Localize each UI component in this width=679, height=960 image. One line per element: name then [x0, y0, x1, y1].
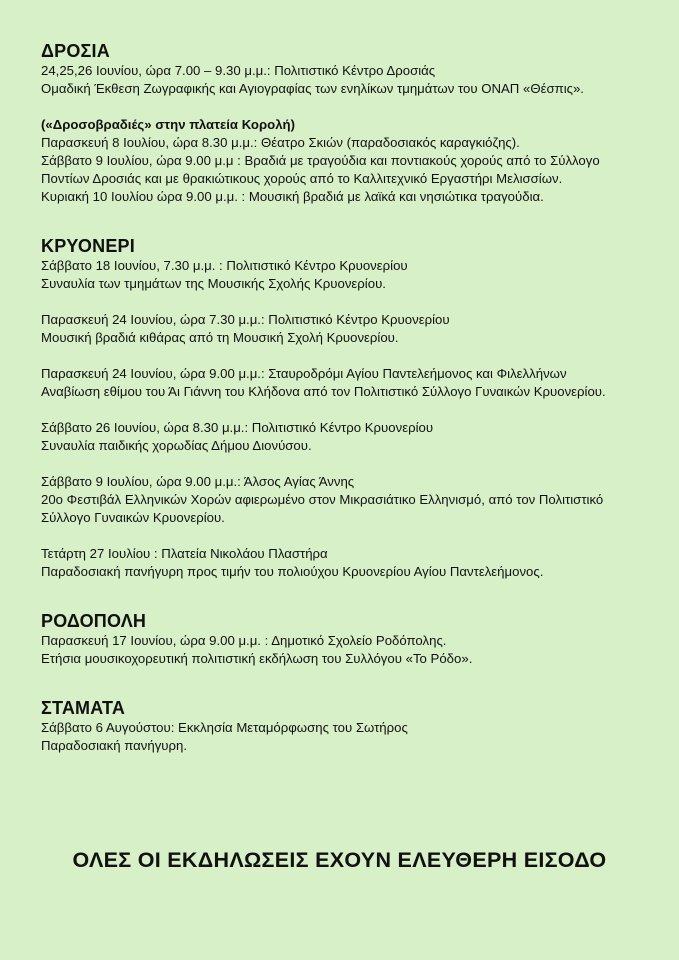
- event-block: [41, 719, 649, 755]
- event-line: Παρασκευή 17 Ιουνίου, ώρα 9.00 μ.μ. : Δημοτικό Σχολείο Ροδόπολης.: [41, 633, 447, 648]
- event-block: [41, 632, 649, 668]
- section-drosia: [41, 40, 649, 206]
- event-line: Σάββατο 26 Ιουνίου, ώρα 8.30 μ.μ.: Πολιτιστικό Κέντρο Κρυονερίου: [41, 420, 434, 435]
- event-line: Σάββατο 6 Αυγούστου: Εκκλησία Μεταμόρφωσης του Σωτήρος: [41, 720, 408, 735]
- section-title: ΚΡΥΟΝΕΡΙ: [41, 236, 135, 256]
- event-block: [41, 473, 649, 527]
- event-line: Παραδοσιακή πανήγυρη προς τιμήν του πολιούχου Κρυονερίου Αγίου Παντελεήμονος.: [41, 564, 544, 579]
- event-line: Παραδοσιακή πανήγυρη.: [41, 738, 188, 753]
- event-block: [41, 545, 649, 581]
- event-block: [41, 62, 649, 98]
- event-line: Αναβίωση εθίμου του Άι Γιάννη του Κλήδονα από τον Πολιτιστικό Σύλλογο Γυναικών Κρυονερίου.: [41, 384, 606, 399]
- section-kryoneri: [41, 235, 649, 581]
- event-block: [41, 257, 649, 293]
- event-line: Παρασκευή 24 Ιουνίου, ώρα 9.00 μ.μ.: Σταυροδρόμι Αγίου Παντελεήμονος και Φιλελλήνων: [41, 366, 567, 381]
- event-line: Ποντίων Δροσιάς και με θρακιώτικους χορούς από το Καλλιτεχνικό Εργαστήρι Μελισσίων.: [41, 171, 563, 186]
- event-line: Συναυλία των τμημάτων της Μουσικής Σχολής Κρυονερίου.: [41, 276, 386, 291]
- section-stamata: [41, 697, 649, 755]
- event-line: Κυριακή 10 Ιουλίου ώρα 9.00 μ.μ. : Μουσική βραδιά με λαϊκά και νησιώτικα τραγούδια.: [41, 189, 544, 204]
- event-block: [41, 311, 649, 347]
- event-subheading: («Δροσοβραδιές» στην πλατεία Κορολή): [41, 117, 295, 132]
- event-line: Σάββατο 18 Ιουνίου, 7.30 μ.μ. : Πολιτιστικό Κέντρο Κρυονερίου: [41, 258, 408, 273]
- event-line: Σάββατο 9 Ιουλίου, ώρα 9.00 μ.μ : Βραδιά με τραγούδια και ποντιακούς χορούς από το Σύλλογο: [41, 153, 600, 168]
- event-line: Ομαδική Έκθεση Ζωγραφικής και Αγιογραφίας των ενηλίκων τμημάτων του ΟΝΑΠ «Θέσπις».: [41, 81, 584, 96]
- event-block: [41, 116, 649, 206]
- event-line: Σάββατο 9 Ιουλίου, ώρα 9.00 μ.μ.: Άλσος Αγίας Άννης: [41, 474, 355, 489]
- event-line: Μουσική βραδιά κιθάρας από τη Μουσική Σχολή Κρυονερίου.: [41, 330, 399, 345]
- section-title: ΔΡΟΣΙΑ: [41, 41, 110, 61]
- event-line: Τετάρτη 27 Ιουλίου : Πλατεία Νικολάου Πλαστήρα: [41, 546, 328, 561]
- section-rodopoli: [41, 610, 649, 668]
- event-line: Ετήσια μουσικοχορευτική πολιτιστική εκδήλωση του Συλλόγου «Το Ρόδο».: [41, 651, 473, 666]
- section-title: ΡΟΔΟΠΟΛΗ: [41, 611, 147, 631]
- event-line: Σύλλογο Γυναικών Κρυονερίου.: [41, 510, 225, 525]
- event-line: Συναυλία παιδικής χορωδίας Δήμου Διονύσου.: [41, 438, 312, 453]
- section-title: ΣΤΑΜΑΤΑ: [41, 698, 126, 718]
- event-line: Παρασκευή 24 Ιουνίου, ώρα 7.30 μ.μ.: Πολιτιστικό Κέντρο Κρυονερίου: [41, 312, 450, 327]
- event-block: [41, 365, 649, 401]
- event-block: [41, 419, 649, 455]
- event-line: Παρασκευή 8 Ιουλίου, ώρα 8.30 μ.μ.: Θέατρο Σκιών (παραδοσιακός καραγκιόζης).: [41, 135, 520, 150]
- event-line: 24,25,26 Ιουνίου, ώρα 7.00 – 9.30 μ.μ.: Πολιτιστικό Κέντρο Δροσιάς: [41, 63, 436, 78]
- free-entry-notice: ΟΛΕΣ ΟΙ ΕΚΔΗΛΩΣΕΙΣ ΕΧΟΥΝ ΕΛΕΥΘΕΡΗ ΕΙΣΟΔΟ: [72, 848, 607, 872]
- event-line: 20ο Φεστιβάλ Ελληνικών Χορών αφιερωμένο στον Μικρασιάτικο Ελληνισμό, από τον Πολιτιστικό: [41, 492, 604, 507]
